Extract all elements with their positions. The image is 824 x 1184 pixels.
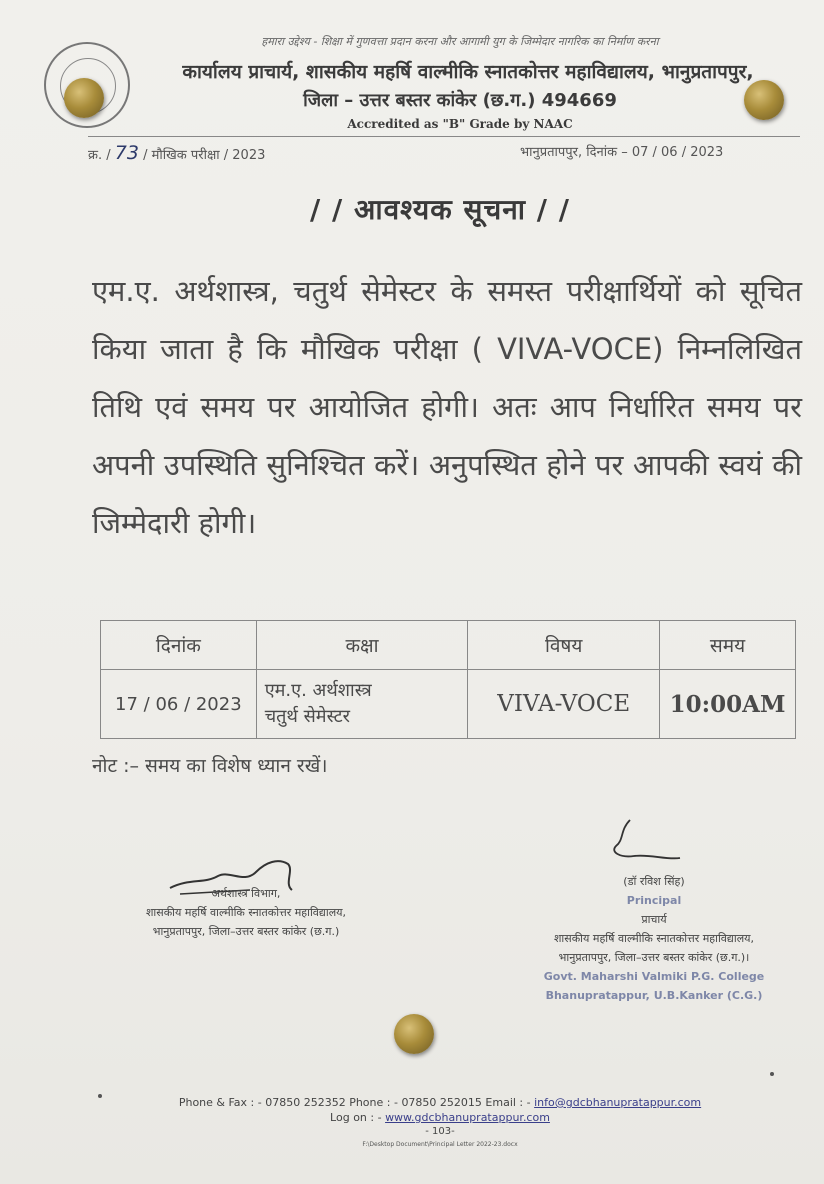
footer-page-number: - 103-	[425, 1126, 455, 1137]
thumbtack-pin-top-right	[744, 80, 784, 120]
thumbtack-pin-bottom	[394, 1014, 434, 1054]
issue-date: भानुप्रतापपुर, दिनांक – 07 / 06 / 2023	[520, 145, 724, 160]
header-subject: विषय	[468, 621, 660, 670]
left-signature-line-3: भानुप्रतापपुर, जिला–उत्तर बस्तर कांकेर (छ.ग.)	[152, 925, 340, 938]
notice-title: / / आवश्यक सूचना / /	[310, 193, 570, 226]
principal-name: (डॉ रविश सिंह)	[623, 875, 685, 888]
reference-suffix: / मौखिक परीक्षा / 2023	[143, 148, 266, 163]
letterhead-line-2: जिला – उत्तर बस्तर कांकेर (छ.ग.) 494669	[303, 90, 617, 111]
right-signature-scrawl	[590, 816, 690, 872]
footer-website-link[interactable]: www.gdcbhanupratappur.com	[385, 1111, 550, 1124]
cell-date: 17 / 06 / 2023	[101, 670, 257, 739]
stamp-college-name: Govt. Maharshi Valmiki P.G. College	[543, 970, 765, 983]
right-signature-line-2: शासकीय महर्षि वाल्मीकि स्नातकोत्तर महाविद्यालय,	[553, 932, 755, 945]
table-header-row	[101, 621, 796, 670]
stamp-college-place: Bhanupratappur, U.B.Kanker (C.G.)	[545, 989, 763, 1002]
header-class: कक्षा	[256, 621, 468, 670]
thumbtack-pin-top-left	[64, 78, 104, 118]
paper-speck	[770, 1072, 774, 1076]
letterhead-line-1: कार्यालय प्राचार्य, शासकीय महर्षि वाल्मीकि स्नातकोत्तर महाविद्यालय, भानुप्रतापपुर,	[182, 61, 754, 83]
footer-file-path: F:\Desktop Document\Principal Letter 2022-23.docx	[362, 1141, 518, 1148]
left-signature-line-1: अर्थशास्त्र विभाग,	[211, 887, 281, 900]
footer-website	[120, 1111, 760, 1124]
note-text: नोट :– समय का विशेष ध्यान रखें।	[92, 755, 328, 777]
principal-stamp-title: Principal	[626, 894, 682, 907]
cell-class	[256, 670, 468, 739]
cell-time: 10:00AM	[660, 670, 796, 739]
reference-handwritten-number: 73	[114, 142, 139, 164]
cell-class-line-2: चतुर्थ सेमेस्टर	[264, 706, 350, 727]
cell-subject: VIVA-VOCE	[468, 670, 660, 739]
footer-email-link[interactable]: info@gdcbhanupratappur.com	[534, 1096, 702, 1109]
left-signature-block	[96, 884, 396, 941]
principal-title: प्राचार्य	[641, 913, 667, 926]
college-motto: हमारा उद्देश्य - शिक्षा में गुणवत्ता प्रदान करना और आगामी युग के जिम्मेदार नागरिक का निर्माण करना	[261, 35, 659, 48]
header-divider	[88, 136, 800, 137]
header-date: दिनांक	[101, 621, 257, 670]
right-signature-line-3: भानुप्रतापपुर, जिला–उत्तर बस्तर कांकेर (छ.ग.)।	[558, 951, 750, 964]
paper-speck	[98, 1094, 102, 1098]
right-signature-block	[504, 872, 804, 1005]
left-signature-line-2: शासकीय महर्षि वाल्मीकि स्नातकोत्तर महाविद्यालय,	[145, 906, 347, 919]
reference-number	[88, 142, 265, 164]
footer-contact	[120, 1096, 760, 1109]
table-row	[101, 670, 796, 739]
cell-class-line-1: एम.ए. अर्थशास्त्र	[264, 680, 372, 701]
schedule-table	[100, 620, 796, 739]
notice-body: एम.ए. अर्थशास्त्र, चतुर्थ सेमेस्टर के समस्त परीक्षार्थियों को सूचित किया जाता है कि मौखिक परीक्षा ( VIVA-VOCE) निम्नलिखित तिथि एवं समय पर आयोजित होगी। अतः आप निर्धारित समय पर अपनी उपस्थिति सुनिश्चित करें। अनुपस्थित होने पर आपकी स्वयं की जिम्मेदारी होगी।	[92, 274, 802, 540]
header-time: समय	[660, 621, 796, 670]
reference-prefix: क्र. /	[88, 148, 111, 163]
accreditation-line: Accredited as "B" Grade by NAAC	[347, 117, 573, 131]
footer-phone: Phone & Fax : - 07850 252352 Phone : - 07850 252015 Email : -	[178, 1096, 531, 1109]
footer-logon-label: Log on : -	[330, 1111, 382, 1124]
